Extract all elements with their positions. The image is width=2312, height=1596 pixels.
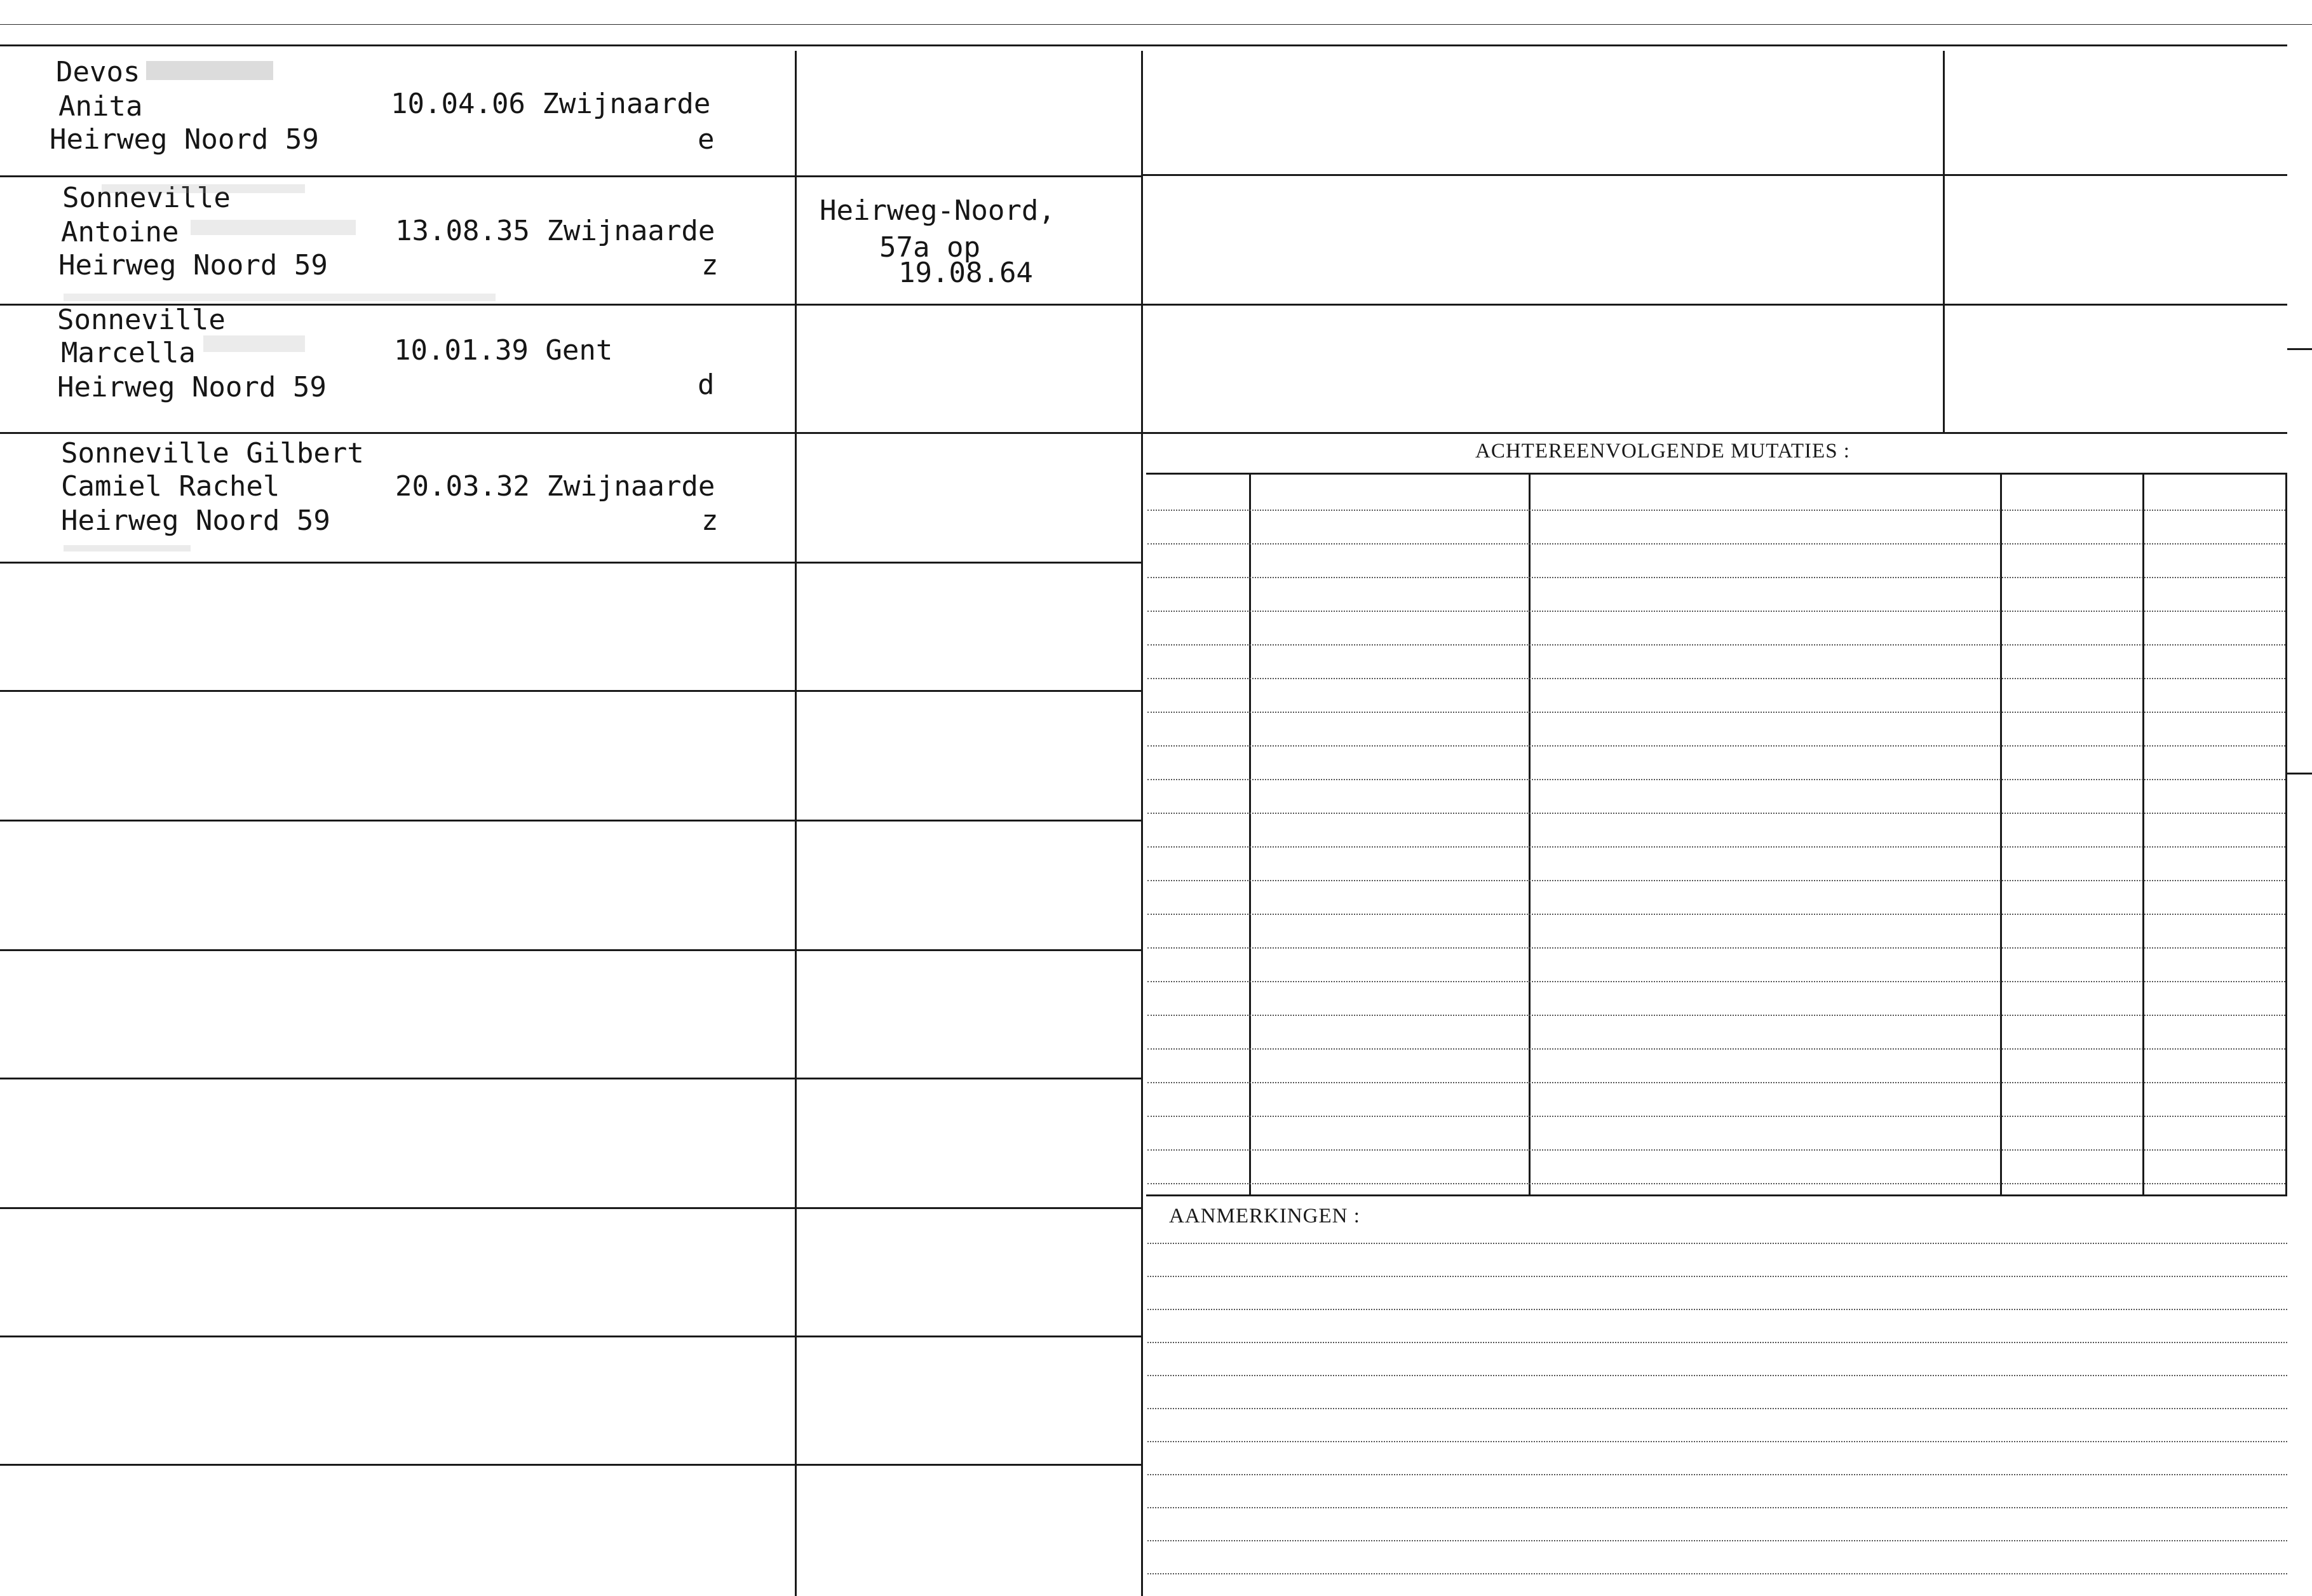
mutations-col-divider <box>2000 474 2002 1194</box>
remarks-heading: AANMERKINGEN : <box>1169 1205 1360 1227</box>
mutations-rule <box>1147 678 2285 679</box>
row-separator <box>0 1207 795 1209</box>
record-2-surname: Sonneville <box>62 182 231 214</box>
remarks-rule <box>1147 1507 2287 1508</box>
record-3-relation-code: d <box>698 369 715 401</box>
column-divider-1 <box>795 51 797 1596</box>
row-separator <box>797 175 1141 177</box>
row-separator <box>0 1464 795 1466</box>
record-1-given-names: Anita <box>58 90 143 123</box>
row-separator <box>797 1464 1141 1466</box>
margin-tick <box>2287 348 2312 350</box>
mutations-col-divider <box>1529 474 1531 1194</box>
mutations-rule <box>1147 577 2285 578</box>
record-4-birth: 20.03.32 Zwijnaarde <box>395 470 715 503</box>
record-4-relation-code: z <box>701 504 719 537</box>
remarks-rule <box>1147 1276 2287 1277</box>
record-1-birth: 10.04.06 Zwijnaarde <box>391 88 711 120</box>
scan-smudge <box>146 61 273 80</box>
row-separator <box>0 432 795 434</box>
record-1-surname: Devos <box>56 56 140 88</box>
mutations-rule <box>1147 644 2285 646</box>
mutations-rule <box>1147 880 2285 881</box>
mutations-rule <box>1147 543 2285 544</box>
scan-smudge <box>102 184 305 193</box>
row-separator <box>0 1078 795 1079</box>
row-separator <box>0 1336 795 1337</box>
scan-smudge <box>64 294 496 301</box>
mutations-rule <box>1147 1116 2285 1117</box>
row-separator <box>797 304 1141 306</box>
row-separator <box>0 562 795 564</box>
mutations-col-divider <box>2142 474 2144 1194</box>
record-2-relation-code: z <box>701 249 719 281</box>
mutations-table-bottom <box>1146 1194 2287 1196</box>
scan-smudge <box>203 335 305 352</box>
mutations-rule <box>1147 981 2285 982</box>
column-divider-2 <box>1141 51 1143 1596</box>
record-2-note-line-1: Heirweg-Noord, <box>820 194 1055 227</box>
record-2-birth: 13.08.35 Zwijnaarde <box>395 215 715 247</box>
mutations-col-divider <box>2285 474 2287 1194</box>
row-separator <box>797 949 1141 951</box>
remarks-rule <box>1147 1309 2287 1310</box>
remarks-rule <box>1147 1441 2287 1442</box>
row-separator <box>0 949 795 951</box>
record-3-given-names: Marcella <box>61 337 196 369</box>
record-2-given-names: Antoine <box>61 216 179 248</box>
right-row-separator <box>1143 304 2287 306</box>
record-3-birth: 10.01.39 Gent <box>394 334 613 367</box>
scan-smudge <box>64 545 191 551</box>
right-row-separator <box>1143 432 2287 434</box>
mutations-rule <box>1147 1048 2285 1050</box>
mutations-rule <box>1147 813 2285 814</box>
record-2-note-line-2: 57a op <box>879 231 980 264</box>
row-separator <box>797 1336 1141 1337</box>
record-2-address: Heirweg Noord 59 <box>58 249 328 281</box>
margin-tick <box>2287 773 2312 774</box>
mutations-rule <box>1147 712 2285 713</box>
mutations-rule <box>1147 611 2285 612</box>
mutations-rule <box>1147 947 2285 949</box>
row-separator <box>0 690 795 692</box>
row-separator <box>797 690 1141 692</box>
mutations-table-top <box>1146 473 2287 475</box>
record-1-address: Heirweg Noord 59 <box>50 123 319 156</box>
top-rule-thin <box>0 24 2312 25</box>
column-divider-3 <box>1943 51 1945 432</box>
remarks-rule <box>1147 1375 2287 1376</box>
mutations-rule <box>1147 745 2285 747</box>
remarks-rule <box>1147 1342 2287 1343</box>
remarks-rule <box>1147 1474 2287 1475</box>
mutations-rule <box>1147 1149 2285 1151</box>
right-row-separator <box>1143 174 2287 176</box>
record-3-address: Heirweg Noord 59 <box>57 371 327 403</box>
row-separator <box>0 175 795 177</box>
row-separator <box>797 1078 1141 1079</box>
row-separator <box>797 562 1141 564</box>
mutations-rule <box>1147 1015 2285 1016</box>
remarks-rule <box>1147 1540 2287 1541</box>
record-4-address: Heirweg Noord 59 <box>61 504 330 537</box>
record-3-surname: Sonneville <box>57 304 226 336</box>
row-separator <box>797 820 1141 822</box>
row-separator <box>797 1207 1141 1209</box>
mutations-col-divider <box>1249 474 1251 1194</box>
mutations-rule <box>1147 1082 2285 1083</box>
mutations-rule <box>1147 510 2285 511</box>
record-2-note-line-3: 19.08.64 <box>898 257 1033 289</box>
record-1-relation-code: e <box>698 123 715 156</box>
remarks-rule <box>1147 1573 2287 1574</box>
row-separator <box>797 432 1141 434</box>
mutations-rule <box>1147 779 2285 780</box>
remarks-rule <box>1147 1408 2287 1409</box>
row-separator <box>0 820 795 822</box>
record-4-surname: Sonneville Gilbert <box>61 437 364 470</box>
mutations-rule <box>1147 846 2285 848</box>
record-4-given-names: Camiel Rachel <box>61 470 280 503</box>
scan-smudge <box>191 220 356 235</box>
remarks-rule <box>1147 1243 2287 1244</box>
mutations-rule <box>1147 1183 2285 1184</box>
mutations-rule <box>1147 914 2285 915</box>
top-rule <box>0 44 2287 46</box>
mutations-heading: ACHTEREENVOLGENDE MUTATIES : <box>1475 440 1850 463</box>
